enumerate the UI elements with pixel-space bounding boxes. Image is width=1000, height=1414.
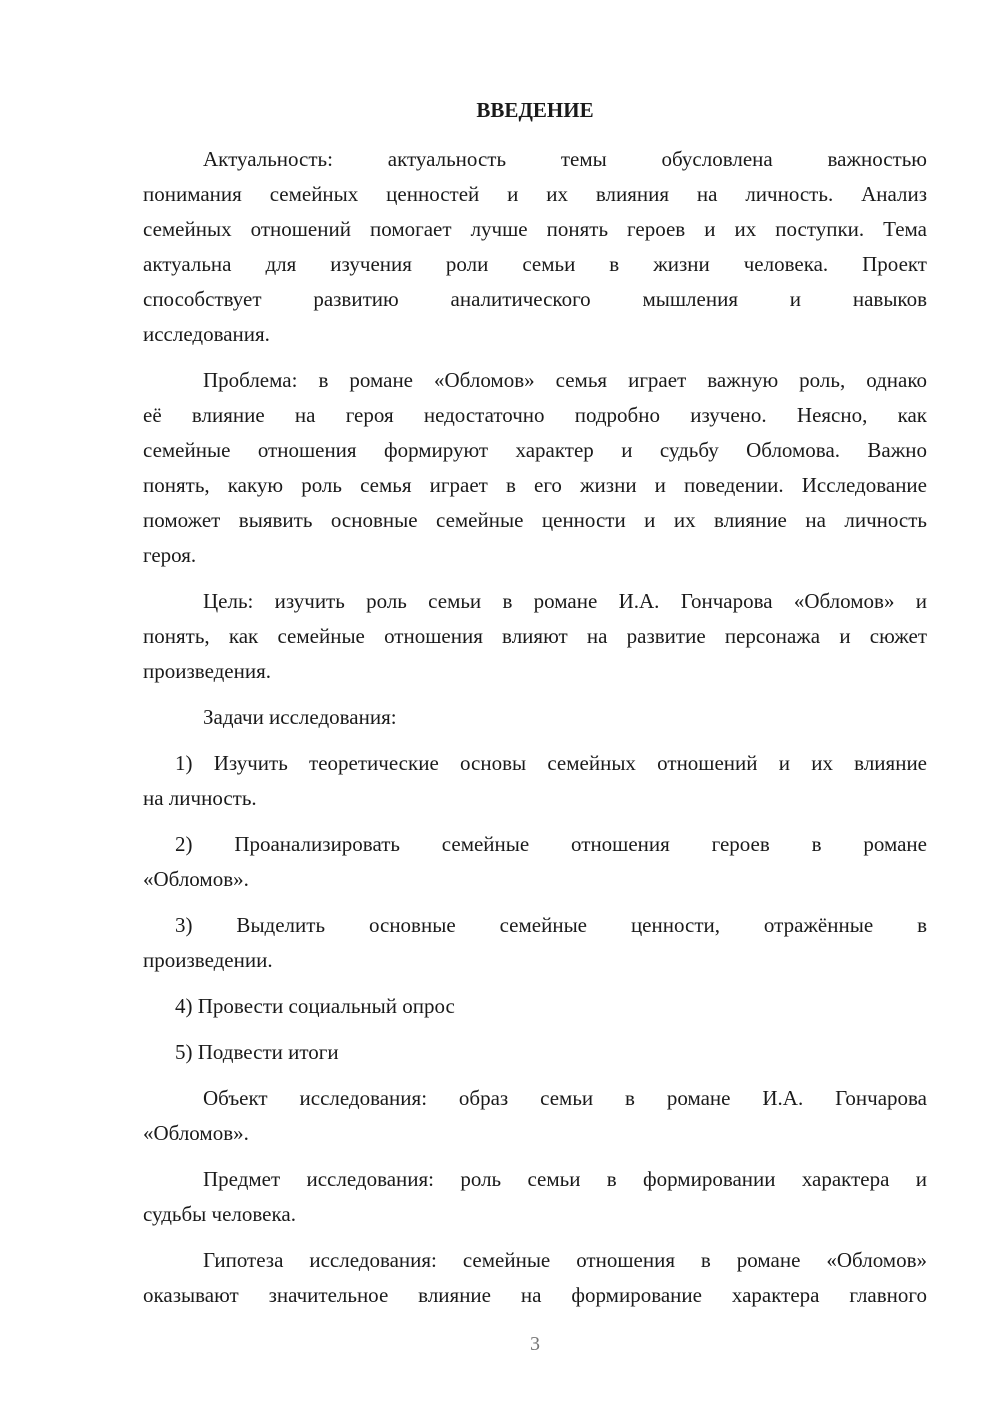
task-list-item <box>143 989 927 1024</box>
page-title: ВВЕДЕНИЕ <box>476 98 594 122</box>
text-line: семейных отношений помогает лучше понять героев и их поступки. Тема <box>143 217 927 241</box>
text-line: героя. <box>143 543 197 567</box>
text-line: понимания семейных ценностей и их влияния на личность. Анализ <box>143 182 927 206</box>
paragraph <box>143 1162 927 1232</box>
text-line: «Обломов». <box>143 867 249 891</box>
text-line: 3) Выделить основные семейные ценности, отражённые в <box>175 913 927 937</box>
text-line: поможет выявить основные семейные ценности и их влияние на личность <box>143 508 927 532</box>
task-list-item <box>143 827 927 897</box>
paragraph <box>143 1081 927 1151</box>
text-line: 5) Подвести итоги <box>175 1040 339 1064</box>
text-line: актуальна для изучения роли семьи в жизни человека. Проект <box>143 252 927 276</box>
text-line: Объект исследования: образ семьи в романе И.А. Гончарова <box>203 1086 927 1110</box>
text-line: 1) Изучить теоретические основы семейных отношений и их влияние <box>175 751 927 775</box>
text-line: Актуальность: актуальность темы обусловлена важностью <box>203 147 927 171</box>
text-line: Задачи исследования: <box>203 705 397 729</box>
text-line: её влияние на героя недостаточно подробно изучено. Неясно, как <box>143 403 927 427</box>
task-list-item <box>143 746 927 816</box>
text-line: Проблема: в романе «Обломов» семья играет важную роль, однако <box>203 368 927 392</box>
document-body <box>143 142 927 1324</box>
text-line: 4) Провести социальный опрос <box>175 994 455 1018</box>
paragraph <box>143 142 927 352</box>
text-line: понять, какую роль семья играет в его жизни и поведении. Исследование <box>143 473 927 497</box>
text-line: исследования. <box>143 322 270 346</box>
text-line: оказывают значительное влияние на формирование характера главного <box>143 1283 927 1307</box>
text-line: понять, как семейные отношения влияют на развитие персонажа и сюжет <box>143 624 927 648</box>
task-list-item <box>143 1035 927 1070</box>
text-line: на личность. <box>143 786 257 810</box>
text-line: семейные отношения формируют характер и судьбу Обломова. Важно <box>143 438 927 462</box>
text-line: Гипотеза исследования: семейные отношения в романе «Обломов» <box>203 1248 927 1272</box>
text-line: способствует развитию аналитического мышления и навыков <box>143 287 927 311</box>
page-number: 3 <box>530 1333 540 1355</box>
paragraph <box>143 700 927 735</box>
paragraph <box>143 584 927 689</box>
text-line: Предмет исследования: роль семьи в формировании характера и <box>203 1167 927 1191</box>
task-list-item <box>143 908 927 978</box>
text-line: 2) Проанализировать семейные отношения героев в романе <box>175 832 927 856</box>
text-line: произведения. <box>143 659 271 683</box>
paragraph <box>143 363 927 573</box>
paragraph <box>143 1243 927 1313</box>
text-line: «Обломов». <box>143 1121 249 1145</box>
text-line: произведении. <box>143 948 273 972</box>
text-line: Цель: изучить роль семьи в романе И.А. Гончарова «Обломов» и <box>203 589 927 613</box>
text-line: судьбы человека. <box>143 1202 296 1226</box>
